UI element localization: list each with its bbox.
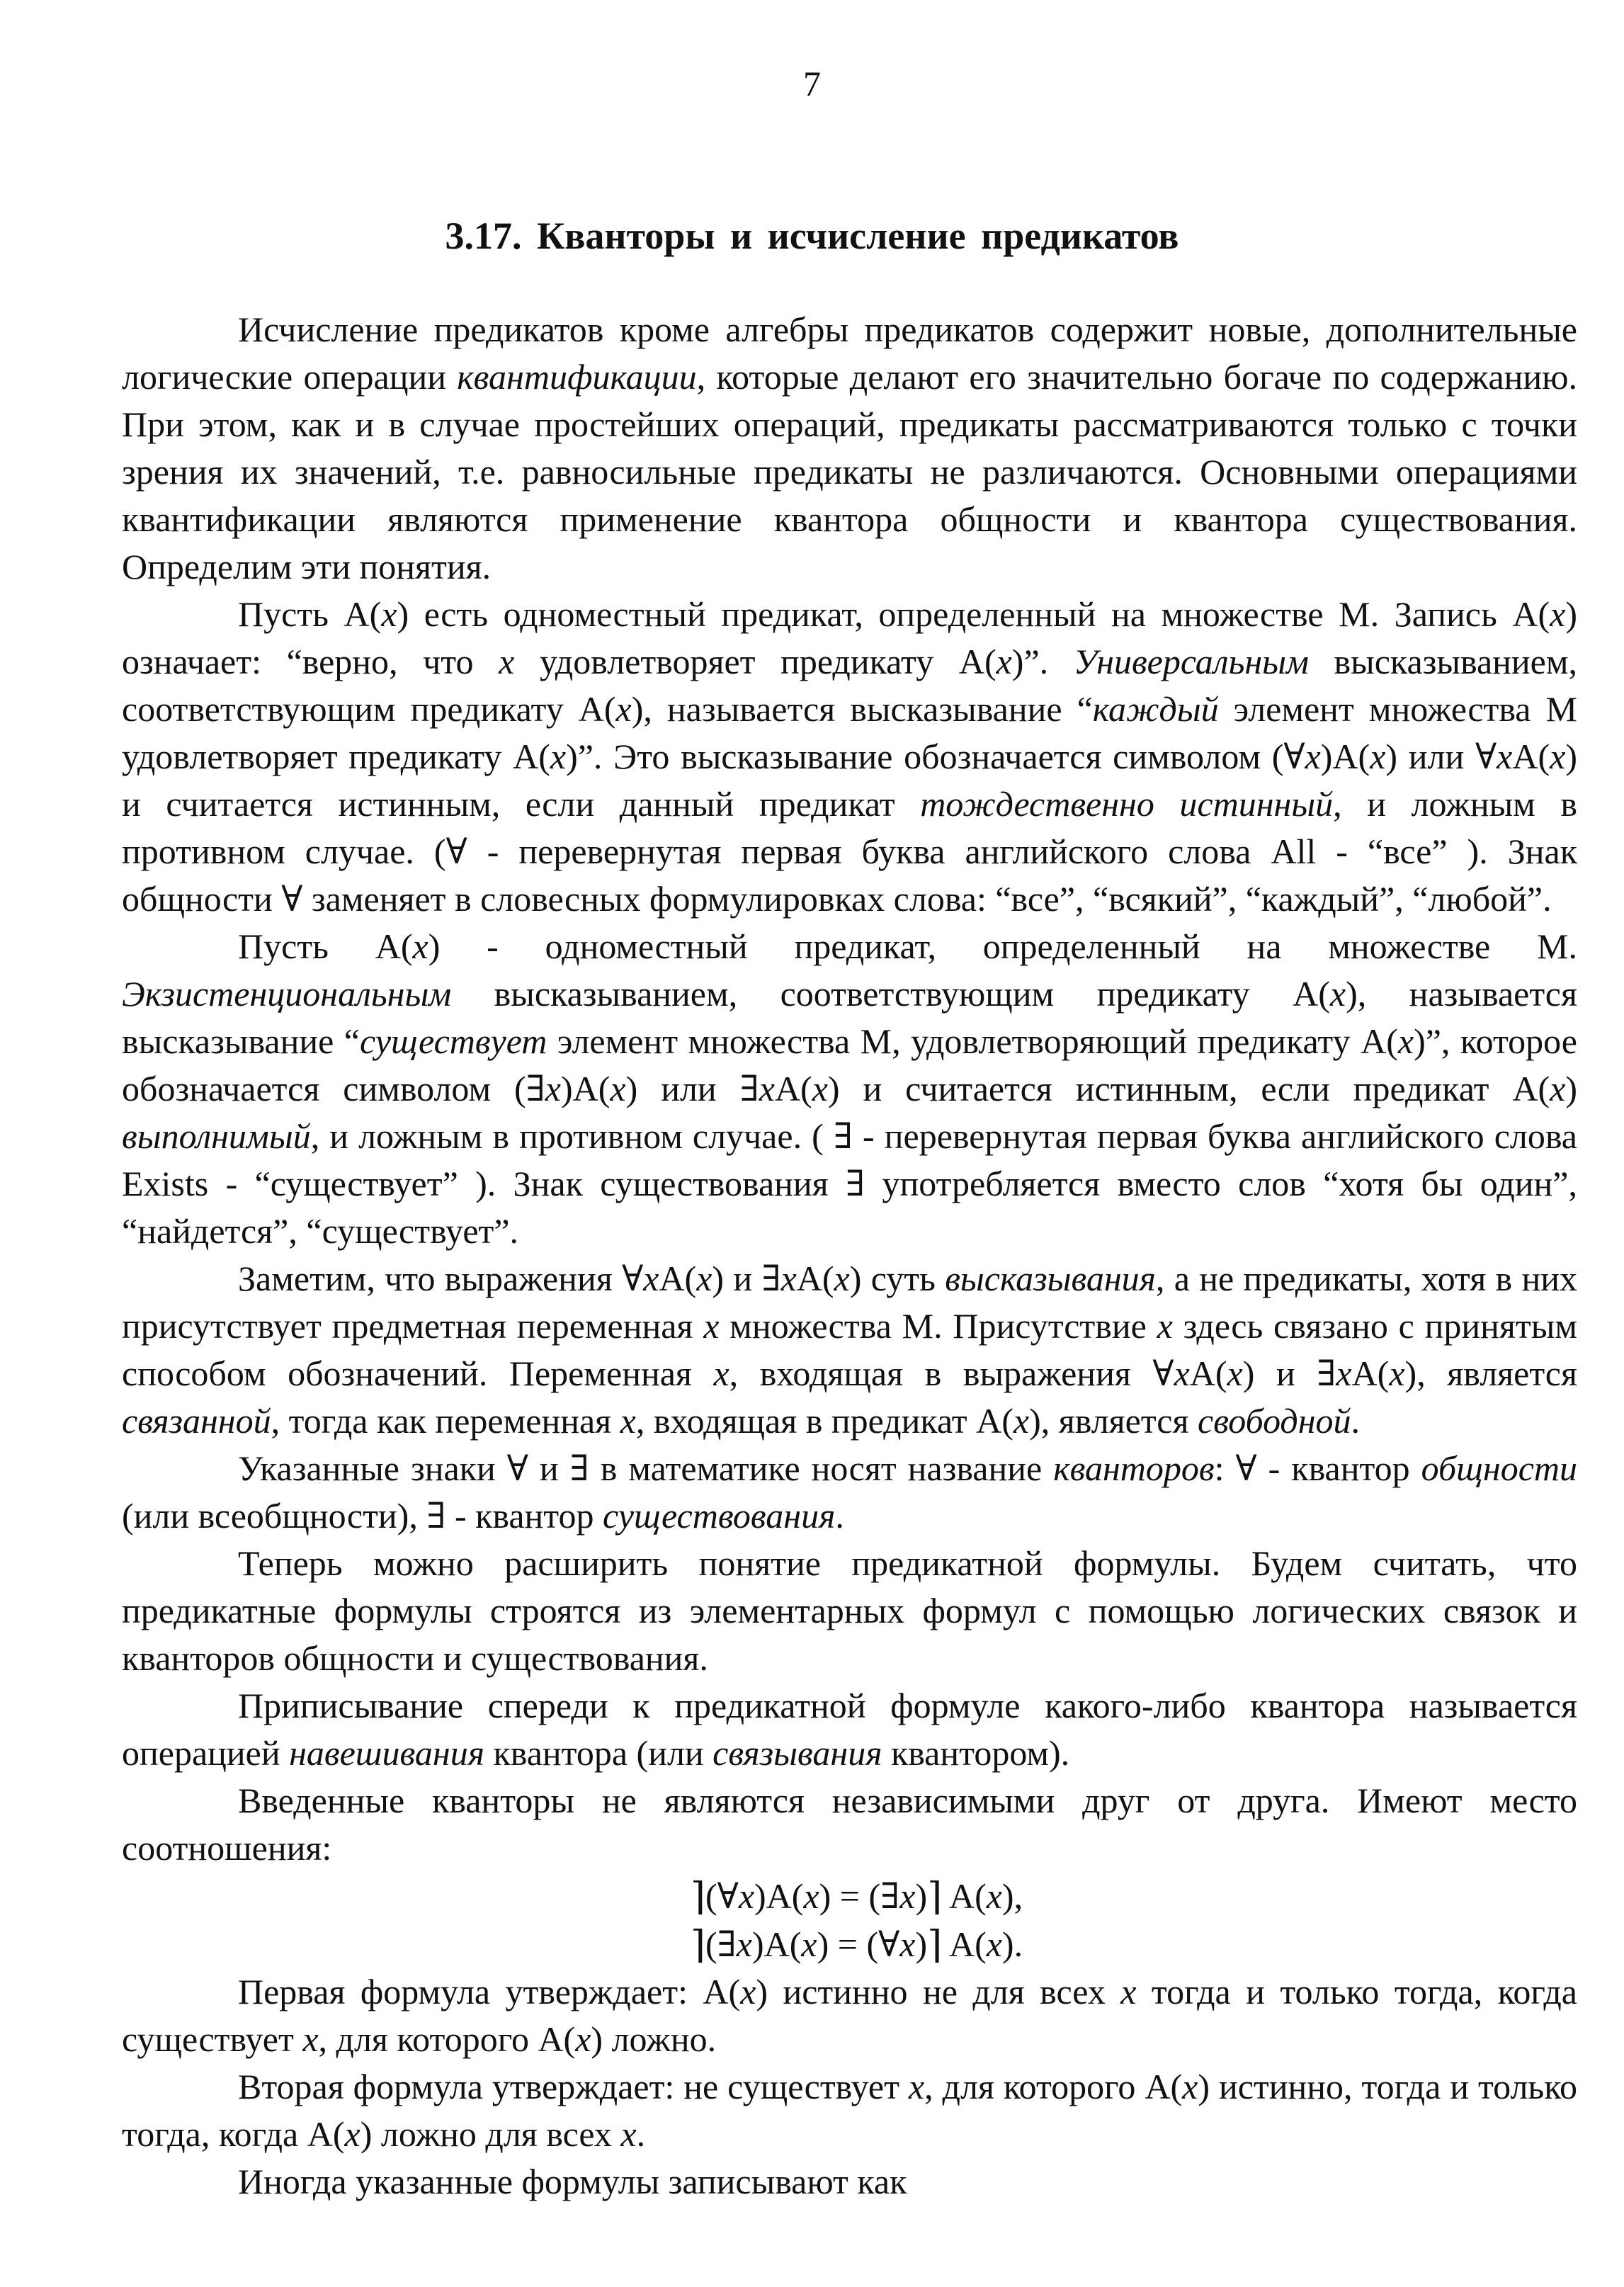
text-run: Приписывание спереди к предикатной формуле какого-либо квантора называется операцией — [122, 1686, 1577, 1773]
text-run: ) и ∃ — [1242, 1354, 1336, 1393]
italic-text: x — [545, 1069, 561, 1108]
italic-text: x — [759, 1069, 775, 1108]
text-run: A( — [942, 1876, 987, 1916]
italic-text: квантификации — [457, 357, 697, 397]
text-run: ) ложно для всех — [360, 2114, 621, 2154]
text-run: ) = (∀ — [817, 1924, 900, 1964]
italic-text: x — [899, 1876, 916, 1916]
text-run: ) — [1565, 1069, 1578, 1108]
text-run: ) или ∃ — [625, 1069, 759, 1108]
text-run: , а не предикаты, хотя в них присутствует предметная переменная — [122, 1259, 1577, 1346]
text-run: )A( — [1320, 737, 1370, 776]
body-text — [122, 306, 1577, 2206]
italic-text: x — [834, 1259, 850, 1298]
negation-symbol: ⌉ — [690, 1875, 705, 1918]
text-run: A( — [1351, 1354, 1390, 1393]
text-run: )A( — [751, 1924, 802, 1964]
text-run: (∃ — [705, 1924, 737, 1964]
text-run: ) есть одноместный предикат, определенный на множестве M. Запись A( — [397, 594, 1550, 634]
paragraph — [122, 1540, 1577, 1682]
text-run: )”. Это высказывание обозначается символом (∀ — [566, 737, 1305, 776]
text-run: ) и считается истинным, если данный предикат — [122, 737, 1577, 824]
italic-text: Универсальным — [1073, 642, 1309, 681]
text-run: квантором). — [882, 1733, 1070, 1773]
italic-text: x — [550, 737, 567, 776]
text-run: удовлетворяет предикату A( — [514, 642, 996, 681]
text-run: (или всеобщности), ∃ - квантор — [122, 1496, 603, 1536]
italic-text: x — [986, 1876, 1002, 1916]
text-run: ), называется высказывание “ — [122, 974, 1577, 1061]
text-run: : ∀ - квантор — [1214, 1448, 1421, 1488]
text-run: ) означает: “верно, что — [122, 594, 1578, 681]
negation-symbol: ⌉ — [690, 1924, 705, 1966]
text-run: Первая формула утверждает: A( — [238, 1972, 741, 2011]
text-run: )A( — [561, 1069, 611, 1108]
formula-line — [122, 1920, 1577, 1968]
text-run: ) суть — [849, 1259, 946, 1298]
text-run: A( — [659, 1259, 697, 1298]
italic-text: x — [1227, 1354, 1243, 1393]
italic-text: x — [615, 689, 632, 729]
paragraphs-after — [122, 1968, 1577, 2206]
paragraph — [122, 1682, 1577, 1777]
italic-text: x — [1336, 1354, 1352, 1393]
italic-text: x — [996, 642, 1012, 681]
text-run: элемент множества M удовлетворяет предикату A( — [122, 689, 1577, 776]
text-run: )”, которое обозначается символом (∃ — [122, 1021, 1577, 1108]
text-run: элемент множества M, удовлетворяющий предикату A( — [547, 1021, 1398, 1061]
italic-text: x — [908, 2067, 925, 2106]
text-run: , для которого A( — [924, 2067, 1183, 2106]
text-run: . — [835, 1496, 844, 1536]
paragraph — [122, 2158, 1577, 2206]
text-run: A( — [796, 1259, 834, 1298]
text-run: ) = (∃ — [819, 1876, 900, 1916]
italic-text: x — [302, 2019, 319, 2059]
italic-text: тождественно истинный — [920, 784, 1334, 824]
text-run: A( — [1512, 737, 1550, 776]
text-run: )”. — [1011, 642, 1074, 681]
italic-text: существует — [360, 1021, 547, 1061]
text-run: тогда и только тогда, когда существует — [122, 1972, 1577, 2059]
text-run: Иногда указанные формулы записывают как — [238, 2162, 907, 2201]
text-run: высказыванием, соответствующим предикату A( — [451, 974, 1330, 1014]
text-run: ). — [1001, 1924, 1023, 1964]
text-run: ) или ∀ — [1385, 737, 1497, 776]
text-run: ), является — [1404, 1354, 1577, 1393]
text-run: Исчисление предикатов кроме алгебры предикатов содержит новые, дополнительные логические операции — [122, 310, 1577, 397]
text-run: , тогда как переменная — [271, 1401, 620, 1441]
text-run: A( — [942, 1924, 987, 1964]
italic-text: x — [381, 594, 397, 634]
paragraph — [122, 591, 1577, 923]
italic-text: x — [344, 2114, 360, 2154]
italic-text: существования — [602, 1496, 836, 1536]
text-run: Пусть A( — [238, 594, 382, 634]
italic-text: x — [1370, 737, 1386, 776]
text-run: ), — [1001, 1876, 1023, 1916]
italic-text: x — [1182, 2067, 1198, 2106]
italic-text: x — [620, 1401, 636, 1441]
text-run: , и ложным в противном случае. ( ∃ - перевернутая первая буква английского слова Exists - “существует” ). Знак существования ∃ употребляется вместо слов “хотя бы один”, “найдется”, “существует”. — [122, 1116, 1577, 1251]
text-run: ) - одноместный предикат, определенный на множестве M. — [428, 926, 1578, 966]
text-run: (∀ — [705, 1876, 739, 1916]
italic-text: x — [1305, 737, 1321, 776]
italic-text: кванторов — [1053, 1448, 1215, 1488]
italic-text: x — [412, 926, 428, 966]
italic-text: x — [703, 1306, 720, 1346]
italic-text: x — [986, 1924, 1002, 1964]
italic-text: x — [899, 1924, 916, 1964]
text-run: A( — [774, 1069, 812, 1108]
italic-text: связывания — [712, 1733, 882, 1773]
italic-text: общности — [1421, 1448, 1577, 1488]
text-run: , для которого A( — [318, 2019, 576, 2059]
italic-text: свободной — [1198, 1401, 1351, 1441]
italic-text: x — [740, 1972, 756, 2011]
italic-text: x — [1157, 1306, 1173, 1346]
italic-text: высказывания — [945, 1259, 1156, 1298]
text-run: Заметим, что выражения ∀ — [238, 1259, 644, 1298]
text-run: ), называется высказывание “ — [631, 689, 1093, 729]
text-run: высказыванием, соответствующим предикату A( — [122, 642, 1577, 729]
text-run: квантора (или — [484, 1733, 713, 1773]
text-run: множества M. Присутствие — [719, 1306, 1157, 1346]
italic-text: x — [575, 2019, 591, 2059]
italic-text: x — [610, 1069, 626, 1108]
italic-text: связанной — [122, 1401, 271, 1441]
italic-text: x — [499, 642, 515, 681]
italic-text: x — [780, 1259, 797, 1298]
italic-text: x — [1550, 1069, 1566, 1108]
italic-text: x — [1329, 974, 1346, 1014]
italic-text: x — [801, 1924, 817, 1964]
text-run: , которые делают его значительно богаче по содержанию. При этом, как и в случае простейших операций, предикаты рассматриваются только с точки зрения их значений, т.е. равносильные предикаты не различаются. Основными операциями квантификации являются применение квантора общности и квантора существования. Определим эти понятия. — [122, 357, 1577, 586]
text-run: ) истинно не для всех — [756, 1972, 1121, 2011]
italic-text: Экзистенциональным — [122, 974, 452, 1014]
text-run: ) и ∃ — [712, 1259, 781, 1298]
italic-text: x — [736, 1924, 752, 1964]
text-run: ) ложно. — [591, 2019, 717, 2059]
text-run: ) истинно, тогда и только тогда, когда A( — [122, 2067, 1577, 2154]
paragraph — [122, 923, 1577, 1255]
italic-text: x — [1120, 1972, 1137, 2011]
text-run: , входящая в выражения ∀ — [729, 1354, 1174, 1393]
text-run: здесь связано с принятым способом обозначений. Переменная — [122, 1306, 1577, 1393]
italic-text: выполнимый — [122, 1116, 311, 1156]
italic-text: x — [1174, 1354, 1190, 1393]
text-run: Введенные кванторы не являются независимыми друг от друга. Имеют место соотношения: — [122, 1781, 1577, 1868]
italic-text: x — [812, 1069, 828, 1108]
italic-text: x — [1397, 1021, 1414, 1061]
text-run: Указанные знаки ∀ и ∃ в математике носят название — [238, 1448, 1054, 1488]
paragraph — [122, 1255, 1577, 1445]
formula-line — [122, 1872, 1577, 1920]
italic-text: x — [1550, 737, 1566, 776]
italic-text: x — [1013, 1401, 1030, 1441]
italic-text: x — [1389, 1354, 1405, 1393]
paragraph — [122, 1777, 1577, 1872]
text-run: A( — [1189, 1354, 1227, 1393]
italic-text: x — [696, 1259, 712, 1298]
text-run: Пусть A( — [238, 926, 413, 966]
negation-symbol: ⌉ — [927, 1875, 943, 1918]
italic-text: навешивания — [289, 1733, 484, 1773]
italic-text: x — [803, 1876, 819, 1916]
formula-block — [122, 1872, 1577, 1968]
paragraph — [122, 1968, 1577, 2063]
paragraphs-before — [122, 306, 1577, 1872]
italic-text: каждый — [1092, 689, 1219, 729]
italic-text: x — [1497, 737, 1513, 776]
text-run: Теперь можно расширить понятие предикатной формулы. Будем считать, что предикатные формулы строятся из элементарных формул с помощью логических связок и кванторов общности и существования. — [122, 1543, 1577, 1678]
italic-text: x — [1550, 594, 1566, 634]
page-number: 7 — [803, 64, 821, 103]
text-run: Вторая формула утверждает: не существует — [238, 2067, 909, 2106]
text-run: . — [1351, 1401, 1361, 1441]
text-run: )A( — [754, 1876, 804, 1916]
text-run: , входящая в предикат A( — [635, 1401, 1013, 1441]
text-run: . — [636, 2114, 646, 2154]
paragraph — [122, 2063, 1577, 2158]
italic-text: x — [620, 2114, 637, 2154]
italic-text: x — [643, 1259, 659, 1298]
text-run: ), является — [1029, 1401, 1198, 1441]
text-run: ) — [915, 1924, 928, 1964]
section-title: 3.17. Кванторы и исчисление предикатов — [445, 215, 1179, 257]
text-run: ) и считается истинным, если предикат A( — [827, 1069, 1550, 1108]
negation-symbol: ⌉ — [927, 1924, 943, 1966]
italic-text: x — [738, 1876, 755, 1916]
text-run: , и ложным в противном случае. (∀ - перевернутая первая буква английского слова All - “все” ). Знак общности ∀ заменяет в словесных формулировках слова: “все”, “всякий”, “каждый”, “любой”. — [122, 784, 1577, 919]
text-run: ) — [915, 1876, 928, 1916]
paragraph — [122, 306, 1577, 591]
italic-text: x — [713, 1354, 729, 1393]
paragraph — [122, 1445, 1577, 1540]
